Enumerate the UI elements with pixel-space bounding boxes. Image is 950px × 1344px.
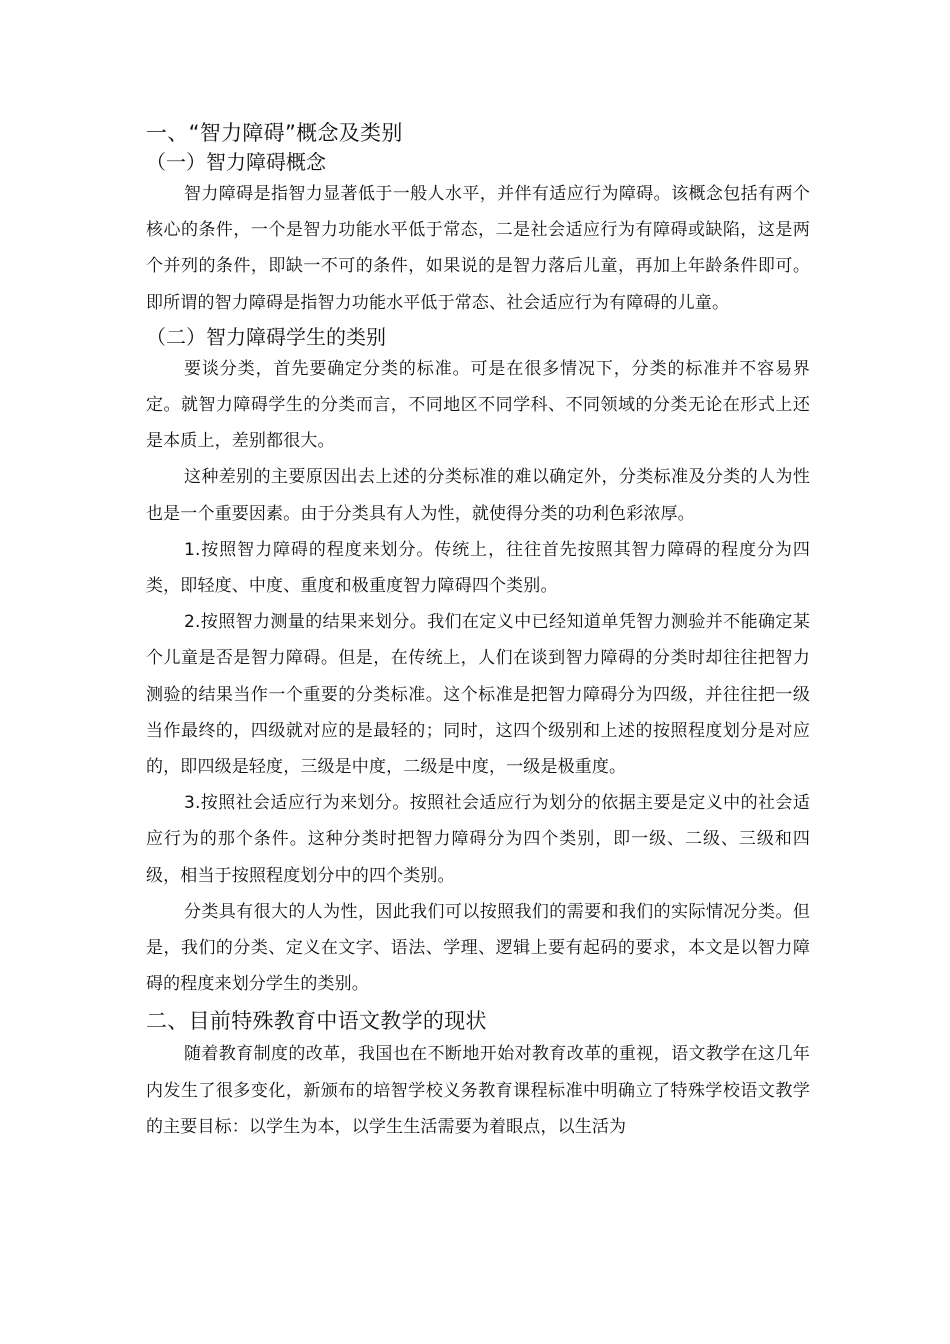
paragraph: 这种差别的主要原因出去上述的分类标准的难以确定外，分类标准及分类的人为性也是一个重要因素。由于分类具有人为性，就使得分类的功利色彩浓厚。 — [146, 467, 810, 524]
paragraph: 随着教育制度的改革，我国也在不断地开始对教育改革的重视，语文教学在这几年内发生了很多变化，新颁布的培智学校义务教育课程标准中明确立了特殊学校语文教学的主要目标：以学生为本，以学生生活需要为着眼点，以生活为 — [146, 1044, 810, 1137]
paragraph: 要谈分类，首先要确定分类的标准。可是在很多情况下，分类的标准并不容易界定。就智力障碍学生的分类而言，不同地区不同学科、不同领域的分类无论在形式上还是本质上，差别都很大。 — [146, 358, 810, 452]
paragraph: 3.按照社会适应行为来划分。按照社会适应行为划分的依据主要是定义中的社会适应行为的那个条件。这种分类时把智力障碍分为四个类别，即一级、二级、三级和四级，相当于按照程度划分中的四个类别。 — [146, 793, 810, 886]
paragraph: 智力障碍是指智力显著低于一般人水平，并伴有适应行为障碍。该概念包括有两个核心的条件，一个是智力功能水平低于常态，二是社会适应行为有障碍或缺陷，这是两个并列的条件，即缺一不可的条件，如果说的是智力落后儿童，再加上年龄条件即可。即所谓的智力障碍是指智力功能水平低于常态、社会适应行为有障碍的儿童。 — [146, 184, 810, 313]
section-2-heading: 二、目前特殊教育中语文教学的现状 — [146, 1009, 487, 1034]
document-body — [146, 118, 810, 1145]
section-1-heading: 一、“智力障碍”概念及类别 — [146, 121, 403, 145]
paragraph: 1.按照智力障碍的程度来划分。传统上，往往首先按照其智力障碍的程度分为四类，即轻度、中度、重度和极重度智力障碍四个类别。 — [146, 539, 810, 597]
paragraph: 分类具有很大的人为性，因此我们可以按照我们的需要和我们的实际情况分类。但是，我们的分类、定义在文字、语法、学理、逻辑上要有起码的要求，本文是以智力障碍的程度来划分学生的类别。 — [146, 901, 810, 995]
subsection-2-heading: （二）智力障碍学生的类别 — [146, 324, 386, 349]
paragraph: 2.按照智力测量的结果来划分。我们在定义中已经知道单凭智力测验并不能确定某个儿童是否是智力障碍。但是，在传统上，人们在谈到智力障碍的分类时却往往把智力测验的结果当作一个重要的分类标准。这个标准是把智力障碍分为四级，并往往把一级当作最终的，四级就对应的是最轻的；同时，这四个级别和上述的按照程度划分是对应的，即四级是轻度，三级是中度，二级是中度，一级是极重度。 — [146, 612, 810, 778]
subsection-1-heading: （一）智力障碍概念 — [146, 150, 326, 174]
